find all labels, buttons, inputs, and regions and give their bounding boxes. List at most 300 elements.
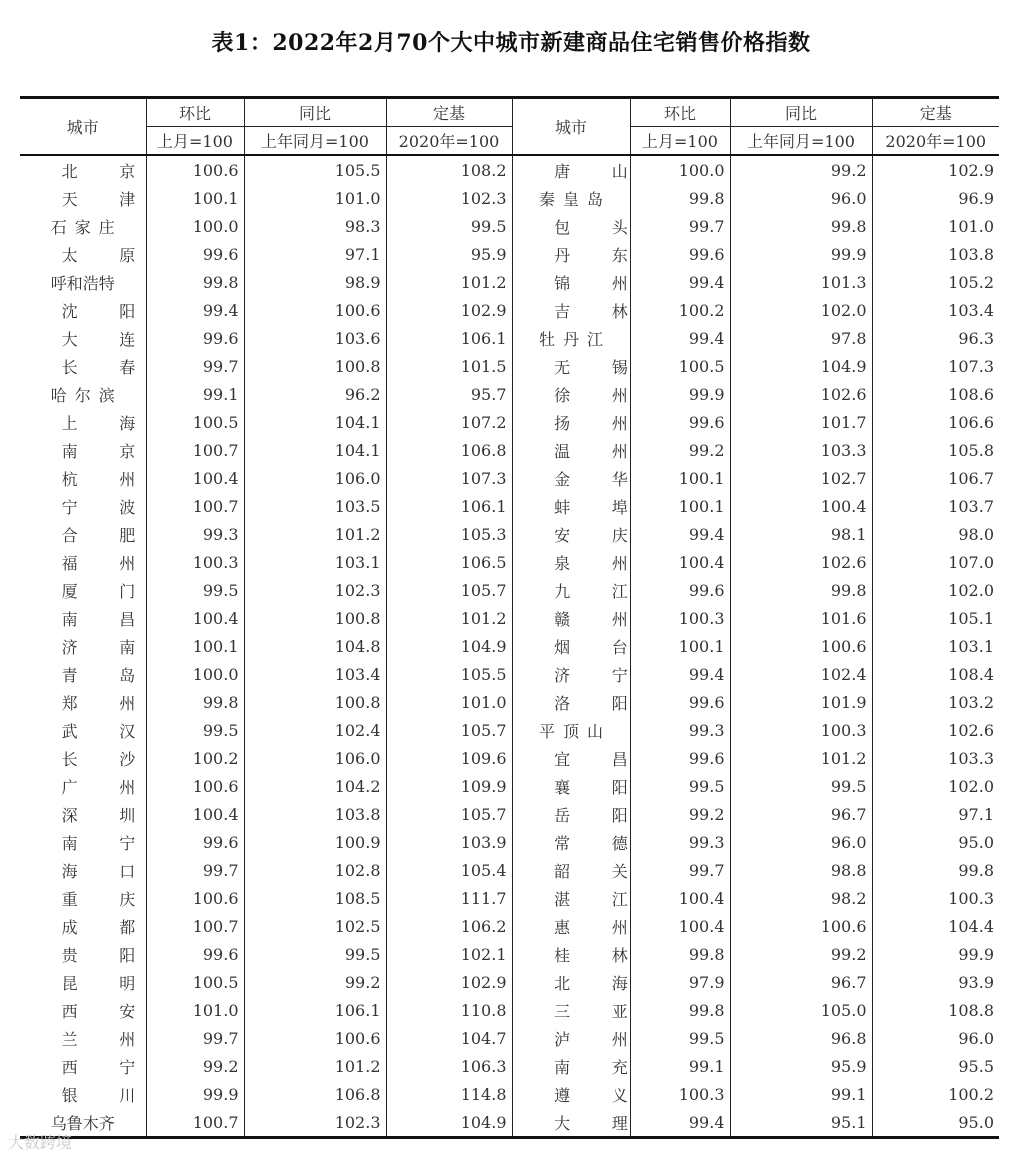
city-cell: 蚌埠 bbox=[512, 492, 630, 520]
fixed-cell: 96.9 bbox=[958, 188, 994, 208]
mom-cell: 100.1 bbox=[630, 464, 730, 492]
yoy-cell: 100.6 bbox=[244, 296, 386, 324]
city-cell: 青岛 bbox=[20, 660, 146, 688]
city-cell: 惠州 bbox=[512, 912, 630, 940]
mom-cell: 99.6 bbox=[630, 744, 730, 772]
mom-cell: 100.2 bbox=[146, 744, 244, 772]
mom-cell: 100.4 bbox=[630, 912, 730, 940]
yoy-cell: 104.1 bbox=[244, 436, 386, 464]
fixed-cell: 104.4 bbox=[948, 916, 994, 936]
yoy-cell: 103.5 bbox=[244, 492, 386, 520]
fixed-cell: 97.1 bbox=[958, 804, 994, 824]
yoy-cell: 106.0 bbox=[244, 744, 386, 772]
mom-cell: 100.7 bbox=[146, 912, 244, 940]
table-row bbox=[20, 184, 999, 212]
yoy-cell: 99.8 bbox=[730, 212, 872, 240]
table-row bbox=[20, 1108, 999, 1138]
header-yoy: 同比 bbox=[730, 98, 872, 127]
city-cell: 武汉 bbox=[20, 716, 146, 744]
city-cell: 吉林 bbox=[512, 296, 630, 324]
table-row bbox=[20, 632, 999, 660]
yoy-cell: 100.8 bbox=[244, 604, 386, 632]
table-row bbox=[20, 1080, 999, 1108]
mom-cell: 99.9 bbox=[630, 380, 730, 408]
table-row bbox=[20, 548, 999, 576]
fixed-cell: 101.2 bbox=[386, 604, 512, 632]
city-cell: 南昌 bbox=[20, 604, 146, 632]
yoy-cell: 104.9 bbox=[730, 352, 872, 380]
yoy-cell: 102.4 bbox=[730, 660, 872, 688]
yoy-cell: 99.8 bbox=[730, 576, 872, 604]
yoy-cell: 96.7 bbox=[730, 968, 872, 996]
city-cell: 石家庄 bbox=[20, 212, 146, 240]
mom-cell: 100.0 bbox=[630, 155, 730, 184]
yoy-cell: 96.8 bbox=[730, 1024, 872, 1052]
fixed-cell: 107.3 bbox=[386, 464, 512, 492]
mom-cell: 99.6 bbox=[146, 324, 244, 352]
fixed-cell: 106.6 bbox=[948, 412, 994, 432]
yoy-cell: 97.1 bbox=[244, 240, 386, 268]
fixed-cell: 110.8 bbox=[386, 996, 512, 1024]
fixed-cell: 102.1 bbox=[386, 940, 512, 968]
yoy-cell: 101.7 bbox=[730, 408, 872, 436]
city-cell: 沈阳 bbox=[20, 296, 146, 324]
fixed-cell: 107.3 bbox=[948, 356, 994, 376]
yoy-cell: 102.8 bbox=[244, 856, 386, 884]
mom-cell: 100.5 bbox=[146, 408, 244, 436]
fixed-cell: 108.2 bbox=[386, 155, 512, 184]
header-mom-base: 上月=100 bbox=[146, 127, 244, 156]
mom-cell: 99.6 bbox=[630, 240, 730, 268]
mom-cell: 99.5 bbox=[630, 1024, 730, 1052]
fixed-cell: 114.8 bbox=[386, 1080, 512, 1108]
table-body bbox=[20, 155, 999, 1138]
yoy-cell: 102.3 bbox=[244, 1108, 386, 1138]
yoy-cell: 103.3 bbox=[730, 436, 872, 464]
header-fixed: 定基 bbox=[872, 98, 999, 127]
yoy-cell: 101.2 bbox=[730, 744, 872, 772]
city-cell: 包头 bbox=[512, 212, 630, 240]
yoy-cell: 104.1 bbox=[244, 408, 386, 436]
city-cell: 安庆 bbox=[512, 520, 630, 548]
header-mom-base: 上月=100 bbox=[630, 127, 730, 156]
fixed-cell: 105.3 bbox=[386, 520, 512, 548]
fixed-cell: 100.3 bbox=[948, 888, 994, 908]
mom-cell: 100.2 bbox=[630, 296, 730, 324]
fixed-cell: 96.3 bbox=[958, 328, 994, 348]
city-cell: 北京 bbox=[20, 155, 146, 184]
yoy-cell: 101.3 bbox=[730, 268, 872, 296]
fixed-cell: 105.1 bbox=[948, 608, 994, 628]
fixed-cell: 105.8 bbox=[948, 440, 994, 460]
fixed-cell: 95.5 bbox=[958, 1056, 994, 1076]
mom-cell: 100.3 bbox=[630, 1080, 730, 1108]
header-yoy: 同比 bbox=[244, 98, 386, 127]
yoy-cell: 104.8 bbox=[244, 632, 386, 660]
city-cell: 深圳 bbox=[20, 800, 146, 828]
table-row bbox=[20, 688, 999, 716]
city-cell: 太原 bbox=[20, 240, 146, 268]
fixed-cell: 101.0 bbox=[386, 688, 512, 716]
yoy-cell: 102.7 bbox=[730, 464, 872, 492]
city-cell: 无锡 bbox=[512, 352, 630, 380]
city-cell: 大连 bbox=[20, 324, 146, 352]
fixed-cell: 106.8 bbox=[386, 436, 512, 464]
fixed-cell: 102.3 bbox=[386, 184, 512, 212]
mom-cell: 99.6 bbox=[630, 688, 730, 716]
city-cell: 丹东 bbox=[512, 240, 630, 268]
yoy-cell: 99.9 bbox=[730, 240, 872, 268]
city-cell: 南宁 bbox=[20, 828, 146, 856]
fixed-cell: 102.0 bbox=[948, 580, 994, 600]
city-cell: 重庆 bbox=[20, 884, 146, 912]
yoy-cell: 99.5 bbox=[244, 940, 386, 968]
mom-cell: 99.1 bbox=[630, 1052, 730, 1080]
mom-cell: 100.6 bbox=[146, 884, 244, 912]
fixed-cell: 102.9 bbox=[386, 968, 512, 996]
city-cell: 合肥 bbox=[20, 520, 146, 548]
fixed-cell: 108.4 bbox=[948, 664, 994, 684]
yoy-cell: 100.8 bbox=[244, 352, 386, 380]
mom-cell: 99.8 bbox=[630, 184, 730, 212]
table-row bbox=[20, 492, 999, 520]
table-row bbox=[20, 828, 999, 856]
city-cell: 银川 bbox=[20, 1080, 146, 1108]
table-row bbox=[20, 604, 999, 632]
mom-cell: 99.4 bbox=[630, 1108, 730, 1138]
yoy-cell: 96.0 bbox=[730, 828, 872, 856]
table-row bbox=[20, 520, 999, 548]
yoy-cell: 99.2 bbox=[730, 155, 872, 184]
fixed-cell: 106.1 bbox=[386, 324, 512, 352]
mom-cell: 99.1 bbox=[146, 380, 244, 408]
yoy-cell: 96.7 bbox=[730, 800, 872, 828]
mom-cell: 99.7 bbox=[630, 212, 730, 240]
city-cell: 昆明 bbox=[20, 968, 146, 996]
yoy-cell: 102.4 bbox=[244, 716, 386, 744]
mom-cell: 100.1 bbox=[146, 184, 244, 212]
mom-cell: 99.3 bbox=[146, 520, 244, 548]
fixed-cell: 99.5 bbox=[386, 212, 512, 240]
yoy-cell: 106.8 bbox=[244, 1080, 386, 1108]
yoy-cell: 96.2 bbox=[244, 380, 386, 408]
fixed-cell: 100.2 bbox=[948, 1084, 994, 1104]
mom-cell: 99.5 bbox=[146, 576, 244, 604]
yoy-cell: 99.2 bbox=[244, 968, 386, 996]
city-cell: 广州 bbox=[20, 772, 146, 800]
table-row bbox=[20, 660, 999, 688]
table-row bbox=[20, 576, 999, 604]
city-cell: 乌鲁木齐 bbox=[20, 1108, 146, 1138]
header-fixed: 定基 bbox=[386, 98, 512, 127]
mom-cell: 99.8 bbox=[630, 996, 730, 1024]
city-cell: 济宁 bbox=[512, 660, 630, 688]
yoy-cell: 101.2 bbox=[244, 1052, 386, 1080]
mom-cell: 100.7 bbox=[146, 1108, 244, 1138]
city-cell: 济南 bbox=[20, 632, 146, 660]
table-row bbox=[20, 716, 999, 744]
fixed-cell: 105.2 bbox=[948, 272, 994, 292]
fixed-cell: 105.7 bbox=[386, 716, 512, 744]
mom-cell: 100.3 bbox=[146, 548, 244, 576]
yoy-cell: 98.9 bbox=[244, 268, 386, 296]
fixed-cell: 109.9 bbox=[386, 772, 512, 800]
yoy-cell: 95.9 bbox=[730, 1052, 872, 1080]
yoy-cell: 100.8 bbox=[244, 688, 386, 716]
table-row bbox=[20, 968, 999, 996]
header-fixed-base: 2020年=100 bbox=[872, 127, 999, 156]
table-row bbox=[20, 240, 999, 268]
table-row bbox=[20, 940, 999, 968]
yoy-cell: 98.3 bbox=[244, 212, 386, 240]
fixed-cell: 101.2 bbox=[386, 268, 512, 296]
header-city: 城市 bbox=[20, 98, 146, 156]
fixed-cell: 105.7 bbox=[386, 576, 512, 604]
yoy-cell: 102.5 bbox=[244, 912, 386, 940]
city-cell: 上海 bbox=[20, 408, 146, 436]
mom-cell: 99.8 bbox=[630, 940, 730, 968]
fixed-cell: 103.2 bbox=[948, 692, 994, 712]
header-fixed-base: 2020年=100 bbox=[386, 127, 512, 156]
city-cell: 大理 bbox=[512, 1108, 630, 1138]
fixed-cell: 103.9 bbox=[386, 828, 512, 856]
mom-cell: 99.4 bbox=[630, 268, 730, 296]
yoy-cell: 101.0 bbox=[244, 184, 386, 212]
fixed-cell: 95.0 bbox=[872, 1108, 999, 1138]
mom-cell: 100.0 bbox=[146, 660, 244, 688]
city-cell: 呼和浩特 bbox=[20, 268, 146, 296]
mom-cell: 99.7 bbox=[630, 856, 730, 884]
fixed-cell: 95.0 bbox=[958, 832, 994, 852]
city-cell: 烟台 bbox=[512, 632, 630, 660]
mom-cell: 99.9 bbox=[146, 1080, 244, 1108]
mom-cell: 99.8 bbox=[146, 268, 244, 296]
city-cell: 秦皇岛 bbox=[512, 184, 630, 212]
city-cell: 三亚 bbox=[512, 996, 630, 1024]
mom-cell: 100.7 bbox=[146, 492, 244, 520]
table-row bbox=[20, 296, 999, 324]
mom-cell: 100.4 bbox=[630, 548, 730, 576]
fixed-cell: 105.7 bbox=[386, 800, 512, 828]
table-header bbox=[20, 98, 999, 156]
table-row bbox=[20, 996, 999, 1024]
city-cell: 成都 bbox=[20, 912, 146, 940]
fixed-cell: 111.7 bbox=[386, 884, 512, 912]
city-cell: 洛阳 bbox=[512, 688, 630, 716]
table-row bbox=[20, 772, 999, 800]
table-row bbox=[20, 744, 999, 772]
fixed-cell: 102.9 bbox=[386, 296, 512, 324]
fixed-cell: 93.9 bbox=[958, 972, 994, 992]
table-row bbox=[20, 912, 999, 940]
yoy-cell: 101.9 bbox=[730, 688, 872, 716]
yoy-cell: 102.6 bbox=[730, 380, 872, 408]
mom-cell: 99.7 bbox=[146, 856, 244, 884]
mom-cell: 99.4 bbox=[630, 520, 730, 548]
city-cell: 襄阳 bbox=[512, 772, 630, 800]
yoy-cell: 104.2 bbox=[244, 772, 386, 800]
header-mom: 环比 bbox=[630, 98, 730, 127]
mom-cell: 99.7 bbox=[146, 352, 244, 380]
mom-cell: 100.6 bbox=[146, 772, 244, 800]
header-mom: 环比 bbox=[146, 98, 244, 127]
yoy-cell: 103.4 bbox=[244, 660, 386, 688]
mom-cell: 100.3 bbox=[630, 604, 730, 632]
yoy-cell: 102.0 bbox=[730, 296, 872, 324]
price-index-table bbox=[20, 96, 999, 1139]
city-cell: 牡丹江 bbox=[512, 324, 630, 352]
city-cell: 遵义 bbox=[512, 1080, 630, 1108]
yoy-cell: 98.1 bbox=[730, 520, 872, 548]
mom-cell: 99.3 bbox=[630, 828, 730, 856]
header-yoy-base: 上年同月=100 bbox=[244, 127, 386, 156]
city-cell: 泸州 bbox=[512, 1024, 630, 1052]
fixed-cell: 108.8 bbox=[948, 1000, 994, 1020]
yoy-cell: 103.6 bbox=[244, 324, 386, 352]
city-cell: 徐州 bbox=[512, 380, 630, 408]
city-cell: 西安 bbox=[20, 996, 146, 1024]
mom-cell: 100.1 bbox=[630, 492, 730, 520]
city-cell: 岳阳 bbox=[512, 800, 630, 828]
fixed-cell: 106.1 bbox=[386, 492, 512, 520]
yoy-cell: 106.0 bbox=[244, 464, 386, 492]
header-yoy-base: 上年同月=100 bbox=[730, 127, 872, 156]
fixed-cell: 101.5 bbox=[386, 352, 512, 380]
fixed-cell: 102.6 bbox=[948, 720, 994, 740]
mom-cell: 100.5 bbox=[630, 352, 730, 380]
fixed-cell: 109.6 bbox=[386, 744, 512, 772]
city-cell: 平顶山 bbox=[512, 716, 630, 744]
mom-cell: 99.6 bbox=[630, 408, 730, 436]
table-row bbox=[20, 1052, 999, 1080]
yoy-cell: 98.8 bbox=[730, 856, 872, 884]
yoy-cell: 105.5 bbox=[244, 155, 386, 184]
city-cell: 桂林 bbox=[512, 940, 630, 968]
mom-cell: 101.0 bbox=[146, 996, 244, 1024]
table-row bbox=[20, 268, 999, 296]
table-row bbox=[20, 1024, 999, 1052]
city-cell: 常德 bbox=[512, 828, 630, 856]
table-row bbox=[20, 212, 999, 240]
table-row bbox=[20, 352, 999, 380]
city-cell: 哈尔滨 bbox=[20, 380, 146, 408]
mom-cell: 100.1 bbox=[146, 632, 244, 660]
mom-cell: 99.2 bbox=[146, 1052, 244, 1080]
table-row bbox=[20, 380, 999, 408]
fixed-cell: 106.7 bbox=[948, 468, 994, 488]
city-cell: 贵阳 bbox=[20, 940, 146, 968]
city-cell: 南充 bbox=[512, 1052, 630, 1080]
yoy-cell: 108.5 bbox=[244, 884, 386, 912]
city-cell: 赣州 bbox=[512, 604, 630, 632]
city-cell: 长春 bbox=[20, 352, 146, 380]
mom-cell: 99.6 bbox=[630, 576, 730, 604]
table-row bbox=[20, 856, 999, 884]
yoy-cell: 98.2 bbox=[730, 884, 872, 912]
city-cell: 湛江 bbox=[512, 884, 630, 912]
yoy-cell: 100.6 bbox=[730, 912, 872, 940]
mom-cell: 100.6 bbox=[146, 155, 244, 184]
fixed-cell: 105.4 bbox=[386, 856, 512, 884]
city-cell: 金华 bbox=[512, 464, 630, 492]
table-row bbox=[20, 408, 999, 436]
mom-cell: 99.4 bbox=[630, 660, 730, 688]
city-cell: 扬州 bbox=[512, 408, 630, 436]
yoy-cell: 102.3 bbox=[244, 576, 386, 604]
yoy-cell: 100.6 bbox=[244, 1024, 386, 1052]
city-cell: 南京 bbox=[20, 436, 146, 464]
yoy-cell: 99.2 bbox=[730, 940, 872, 968]
mom-cell: 99.7 bbox=[146, 1024, 244, 1052]
fixed-cell: 103.1 bbox=[948, 636, 994, 656]
watermark: 大数跨境 bbox=[8, 1133, 73, 1152]
mom-cell: 99.3 bbox=[630, 716, 730, 744]
fixed-cell: 104.9 bbox=[386, 1108, 512, 1138]
yoy-cell: 105.0 bbox=[730, 996, 872, 1024]
mom-cell: 99.2 bbox=[630, 800, 730, 828]
mom-cell: 100.0 bbox=[146, 212, 244, 240]
mom-cell: 100.4 bbox=[146, 800, 244, 828]
mom-cell: 99.6 bbox=[146, 828, 244, 856]
yoy-cell: 106.1 bbox=[244, 996, 386, 1024]
fixed-cell: 106.5 bbox=[386, 548, 512, 576]
mom-cell: 100.7 bbox=[146, 436, 244, 464]
fixed-cell: 103.3 bbox=[948, 748, 994, 768]
header-city: 城市 bbox=[512, 98, 630, 156]
fixed-cell: 106.3 bbox=[386, 1052, 512, 1080]
fixed-cell: 104.7 bbox=[386, 1024, 512, 1052]
fixed-cell: 102.0 bbox=[948, 776, 994, 796]
mom-cell: 99.6 bbox=[146, 940, 244, 968]
mom-cell: 99.4 bbox=[146, 296, 244, 324]
fixed-cell: 107.0 bbox=[948, 552, 994, 572]
mom-cell: 99.5 bbox=[146, 716, 244, 744]
yoy-cell: 96.0 bbox=[730, 184, 872, 212]
yoy-cell: 95.1 bbox=[730, 1108, 872, 1138]
city-cell: 北海 bbox=[512, 968, 630, 996]
fixed-cell: 96.0 bbox=[958, 1028, 994, 1048]
yoy-cell: 101.6 bbox=[730, 604, 872, 632]
mom-cell: 99.8 bbox=[146, 688, 244, 716]
table-row bbox=[20, 155, 999, 184]
city-cell: 郑州 bbox=[20, 688, 146, 716]
mom-cell: 100.1 bbox=[630, 632, 730, 660]
mom-cell: 99.5 bbox=[630, 772, 730, 800]
fixed-cell: 99.8 bbox=[958, 860, 994, 880]
mom-cell: 97.9 bbox=[630, 968, 730, 996]
table-row bbox=[20, 324, 999, 352]
yoy-cell: 102.6 bbox=[730, 548, 872, 576]
mom-cell: 100.4 bbox=[146, 604, 244, 632]
city-cell: 韶关 bbox=[512, 856, 630, 884]
city-cell: 杭州 bbox=[20, 464, 146, 492]
fixed-cell: 95.7 bbox=[386, 380, 512, 408]
yoy-cell: 103.8 bbox=[244, 800, 386, 828]
city-cell: 九江 bbox=[512, 576, 630, 604]
yoy-cell: 101.2 bbox=[244, 520, 386, 548]
city-cell: 泉州 bbox=[512, 548, 630, 576]
mom-cell: 99.2 bbox=[630, 436, 730, 464]
fixed-cell: 95.9 bbox=[386, 240, 512, 268]
mom-cell: 100.4 bbox=[630, 884, 730, 912]
mom-cell: 100.5 bbox=[146, 968, 244, 996]
city-cell: 长沙 bbox=[20, 744, 146, 772]
fixed-cell: 106.2 bbox=[386, 912, 512, 940]
yoy-cell: 97.8 bbox=[730, 324, 872, 352]
city-cell: 温州 bbox=[512, 436, 630, 464]
fixed-cell: 101.0 bbox=[948, 216, 994, 236]
yoy-cell: 100.3 bbox=[730, 716, 872, 744]
